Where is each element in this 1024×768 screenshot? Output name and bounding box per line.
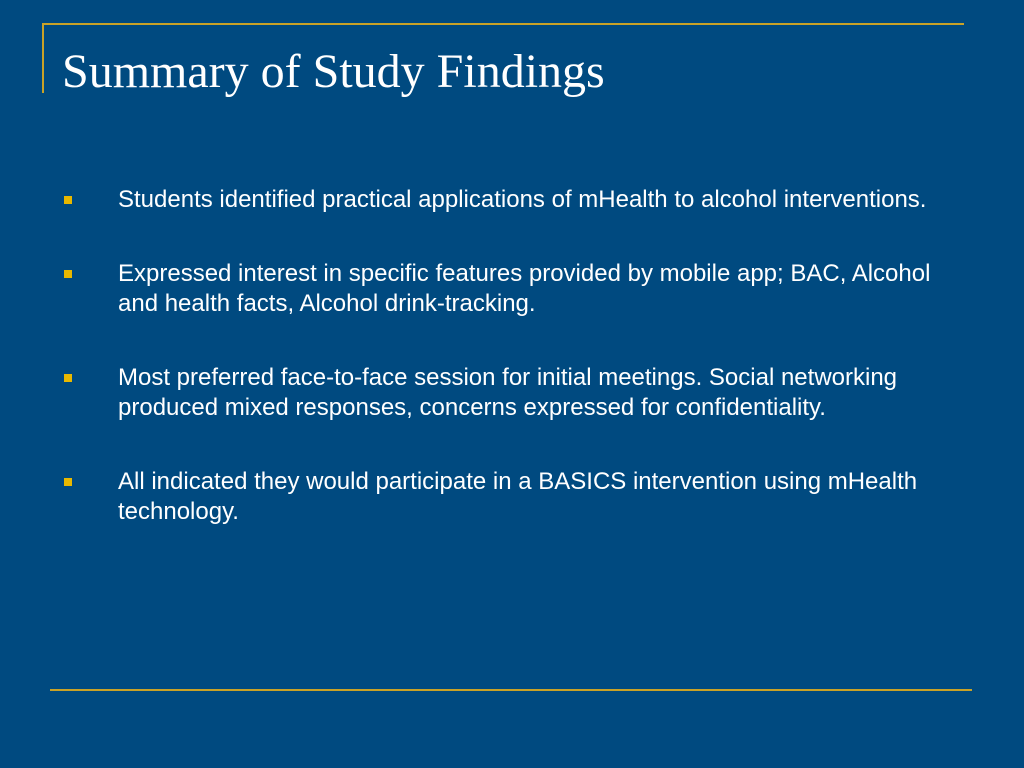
bullet-item <box>64 185 964 215</box>
square-bullet-icon <box>64 196 72 204</box>
bullet-text: All indicated they would participate in a BASICS intervention using mHealth technology. <box>118 468 918 525</box>
bottom-accent-line <box>50 689 972 691</box>
bullet-text: Expressed interest in specific features provided by mobile app; BAC, Alcohol and health facts, Alcohol drink-tracking. <box>118 260 931 317</box>
top-accent-line <box>42 23 964 25</box>
bullet-item <box>64 467 964 527</box>
bullet-list <box>64 185 964 571</box>
square-bullet-icon <box>64 374 72 382</box>
bullet-text: Most preferred face-to-face session for initial meetings. Social networking produced mixed responses, concerns expressed for confidentiality. <box>118 364 898 421</box>
square-bullet-icon <box>64 478 72 486</box>
bullet-item <box>64 363 964 423</box>
left-accent-line <box>42 23 44 93</box>
slide-title: Summary of Study Findings <box>62 45 605 98</box>
bullet-item <box>64 259 964 319</box>
square-bullet-icon <box>64 270 72 278</box>
bullet-text: Students identified practical applications of mHealth to alcohol interventions. <box>118 186 927 213</box>
